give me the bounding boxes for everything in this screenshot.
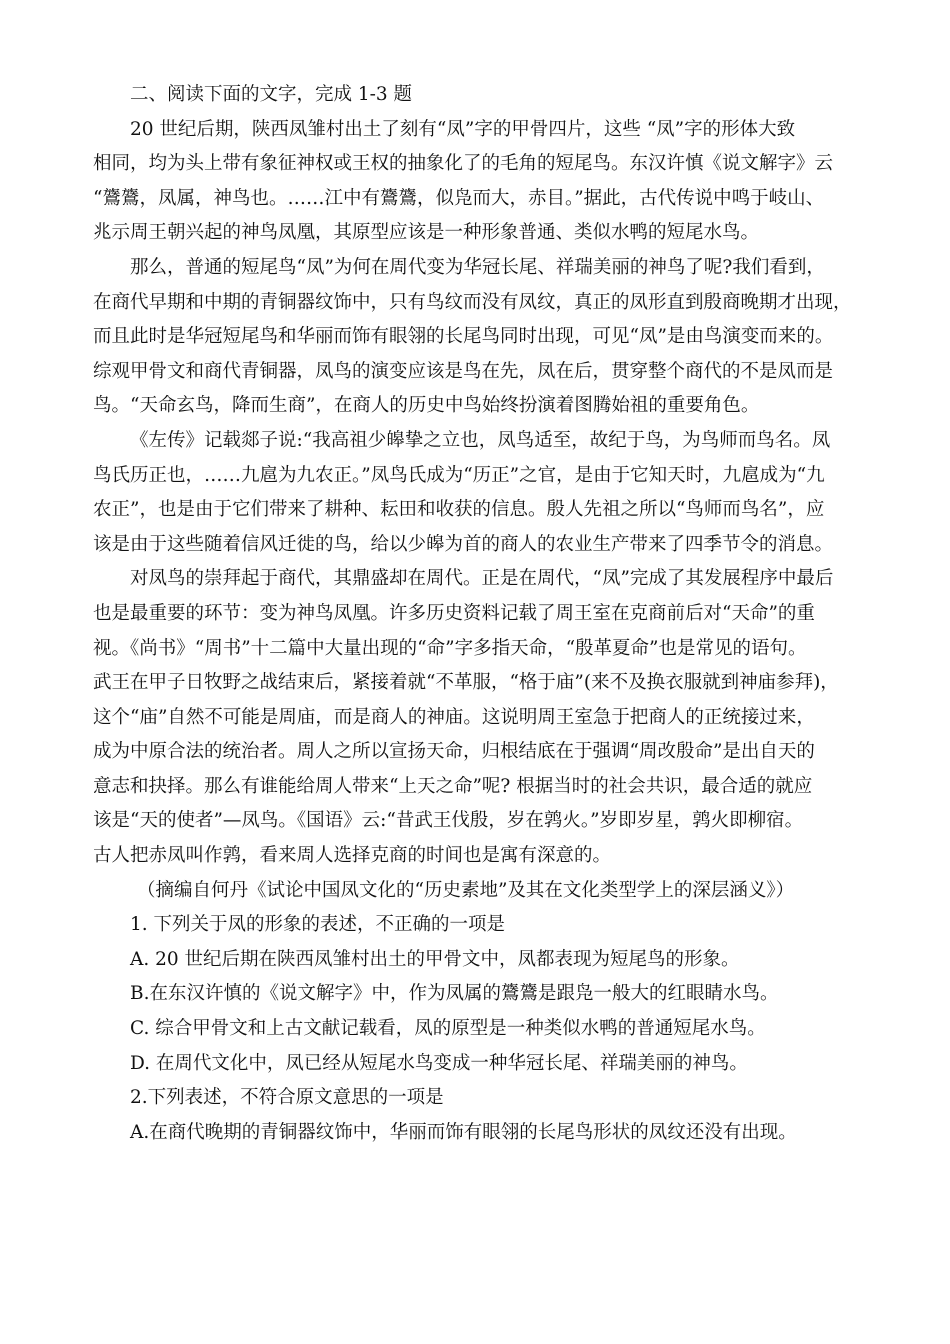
question-stem: 1. 下列关于凤的形象的表述，不正确的一项是 [130,914,506,936]
paragraph-line: 古人把赤凤叫作鹑，看来周人选择克商的时间也是寓有深意的。 [93,845,612,867]
paragraph-line: 该是由于这些随着信风迁徙的鸟，给以少皞为首的商人的农业生产带来了四季节令的消息。 [93,533,834,555]
paragraph-line: 成为中原合法的统治者。周人之所以宣扬天命，归根结底在于强调“周改殷命”是出自天的 [93,741,815,763]
section-heading: 二、阅读下面的文字，完成 1-3 题 [130,84,413,105]
paragraph-line: 兆示周王朝兴起的神鸟凤凰，其原型应该是一种形象普通、类似水鸭的短尾水鸟。 [93,222,760,244]
question-option: A. 20 世纪后期在陕西凤雏村出土的甲骨文中，凤都表现为短尾鸟的形象。 [130,948,740,970]
source-note: （摘编自何丹《试论中国凤文化的“历史素地”及其在文化类型学上的深层涵义》） [137,879,795,901]
paragraph-1 [93,113,865,251]
paragraph-line: 武王在甲子日牧野之战结束后，紧接着就“不革服，“格于庙”(来不及换衣服就到神庙参拜)， [93,672,839,694]
paragraph-line: 意志和抉择。那么有谁能给周人带来“上天之命”呢? 根据当时的社会共识，最合适的就应 [93,775,813,797]
paragraph-line: 对凤鸟的崇拜起于商代，其鼎盛却在周代。正是在周代，“凤”完成了其发展程序中最后 [130,568,834,590]
paragraph-line: 而且此时是华冠短尾鸟和华丽而饰有眼翎的长尾鸟同时出现，可见“凤”是由鸟演变而来的。 [93,326,834,348]
paragraph-3 [93,424,865,562]
question-option: C. 综合甲骨文和上古文献记载看，凤的原型是一种类似水鸭的普通短尾水鸟。 [130,1018,766,1040]
paragraph-line: 《左传》记载郯子说:“我高祖少皞挚之立也，凤鸟适至，故纪于鸟，为鸟师而鸟名。凤 [130,429,831,451]
question-2 [93,1081,865,1150]
paragraph-line: 20 世纪后期，陕西凤雏村出土了刻有“凤”字的甲骨四片，这些 “凤”字的形体大致 [130,118,796,140]
question-option: B.在东汉许慎的《说文解字》中，作为凤属的鷟鷟是跟凫一般大的红眼睛水鸟。 [130,983,779,1005]
paragraph-line: 相同，均为头上带有象征神权或王权的抽象化了的毛角的短尾鸟。东汉许慎《说文解字》云 [93,153,834,175]
paragraph-4 [93,562,865,873]
paragraph-line: 鸟氏历正也，……九扈为九农正。”凤鸟氏成为“历正”之官，是由于它知天时，九扈成为“九 [93,464,825,486]
question-1 [93,908,865,1081]
paragraph-line: 视。《尚书》“周书”十二篇中大量出现的“命”字多指天命，“殷革夏命”也是常见的语句。 [93,637,807,659]
paragraph-line: 这个“庙”自然不可能是周庙，而是商人的神庙。这说明周王室急于把商人的正统接过来， [93,706,815,728]
paragraph-line: 那么，普通的短尾鸟“凤”为何在周代变为华冠长尾、祥瑞美丽的神鸟了呢?我们看到， [130,256,825,278]
paragraph-line: 综观甲骨文和商代青铜器，凤鸟的演变应该是鸟在先，凤在后，贯穿整个商代的不是凤而是 [93,360,834,382]
question-option: A.在商代晚期的青铜器纹饰中，华丽而饰有眼翎的长尾鸟形状的凤纹还没有出现。 [130,1121,797,1143]
question-stem: 2.下列表述，不符合原文意思的一项是 [130,1087,444,1109]
paragraph-line: 该是“天的使者”—凤鸟。《国语》云:“昔武王伐殷，岁在鹑火。”岁即岁星，鹑火即柳宿。 [93,810,804,832]
paragraph-line: 也是最重要的环节：变为神鸟凤凰。许多历史资料记载了周王室在克商前后对“天命”的重 [93,602,815,624]
paragraph-line: “鷟鷟，凤属，神鸟也。……江中有鷟鷟，似凫而大，赤目。”据此，古代传说中鸣于岐山、 [93,187,825,209]
paragraph-line: 在商代早期和中期的青铜器纹饰中，只有鸟纹而没有凤纹，真正的凤形直到殷商晚期才出现， [93,291,852,313]
paragraph-line: 农正”，也是由于它们带来了耕种、耘田和收获的信息。殷人先祖之所以“鸟师而鸟名”，应 [93,499,825,521]
document-page [93,78,865,1150]
paragraph-line: 鸟。“天命玄鸟，降而生商”，在商人的历史中鸟始终扮演着图腾始祖的重要角色。 [93,395,760,417]
question-option: D. 在周代文化中，凤已经从短尾水鸟变成一种华冠长尾、祥瑞美丽的神鸟。 [130,1052,748,1074]
paragraph-2 [93,251,865,424]
